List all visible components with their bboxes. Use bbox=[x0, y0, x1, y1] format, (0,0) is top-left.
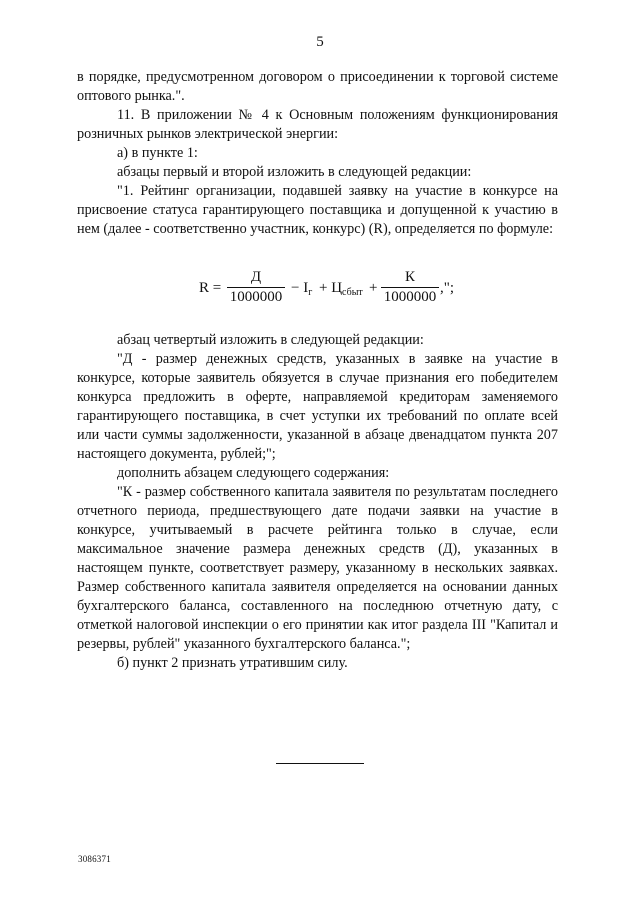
paragraph: абзац четвертый изложить в следующей редакции: bbox=[117, 332, 424, 348]
formula-tail: ,"; bbox=[440, 280, 455, 296]
term-i-subscript: г bbox=[308, 287, 313, 298]
paragraph: в порядке, предусмотренном договором о присоединении к торговой системе оптового рынка.". bbox=[77, 69, 558, 104]
paragraph: б) пункт 2 признать утратившим силу. bbox=[117, 655, 348, 671]
paragraph: "1. Рейтинг организации, подавшей заявку на участие в конкурсе на присвоение статуса гарантирующего поставщика и допущенной к участию в нем (далее - соответственно участник, конкурс) (R), определяется по формуле: bbox=[77, 183, 558, 237]
term-i-label: − I bbox=[291, 280, 309, 296]
fraction-numerator-k: К bbox=[381, 269, 439, 288]
formula-term-i bbox=[291, 279, 312, 302]
fraction-numerator-d: Д bbox=[227, 269, 285, 288]
rating-formula bbox=[77, 253, 558, 325]
formula-plus: + bbox=[369, 280, 378, 296]
formula-fraction-d bbox=[227, 269, 285, 306]
term-c-subscript: сбыт bbox=[342, 287, 363, 298]
fraction-denominator: 1000000 bbox=[229, 289, 283, 305]
paragraph: дополнить абзацем следующего содержания: bbox=[117, 465, 390, 481]
paragraph: "К - размер собственного капитала заявителя по результатам последнего отчетного периода, предшествующего дате подачи заявки на участие в конкурсе, учитываемый в расчете рейтинга только в случае, если максимальное значение размера денежных средств (Д), указанных в настоящем пункте, соответствует размеру, указанному в нескольких заявках. Размер собственного капитала заявителя определяется на основании данных бухгалтерского баланса, составленного на последнюю отчетную дату, с отметкой налоговой инспекции о его принятии как итог раздела III "Капитал и резервы, рублей" указанного бухгалтерского баланса."; bbox=[77, 484, 558, 652]
document-id: 3086371 bbox=[78, 854, 111, 864]
formula-lhs: R = bbox=[199, 280, 222, 296]
paragraph: "Д - размер денежных средств, указанных в заявке на участие в конкурсе, которые заявитель обязуется в случае признания его победителем конкурса предложить в оферте, направляемой кредиторам заменяемого гарантирующего поставщика, в счет уступки их требований по оплате всей или части суммы задолженности, указанной в абзаце двенадцатом пункта 207 настоящего документа, рублей;"; bbox=[77, 351, 558, 462]
page-number: 5 bbox=[316, 34, 324, 50]
paragraph: абзацы первый и второй изложить в следующей редакции: bbox=[117, 164, 472, 180]
formula-fraction-k bbox=[381, 269, 439, 306]
end-rule bbox=[276, 763, 364, 764]
paragraph: 11. В приложении № 4 к Основным положениям функционирования розничных рынков электрической энергии: bbox=[77, 107, 558, 142]
fraction-denominator: 1000000 bbox=[383, 289, 437, 305]
paragraph: а) в пункте 1: bbox=[117, 145, 198, 161]
term-c-label: + Ц bbox=[319, 280, 343, 296]
formula-term-c bbox=[319, 279, 363, 302]
document-body bbox=[77, 68, 558, 673]
